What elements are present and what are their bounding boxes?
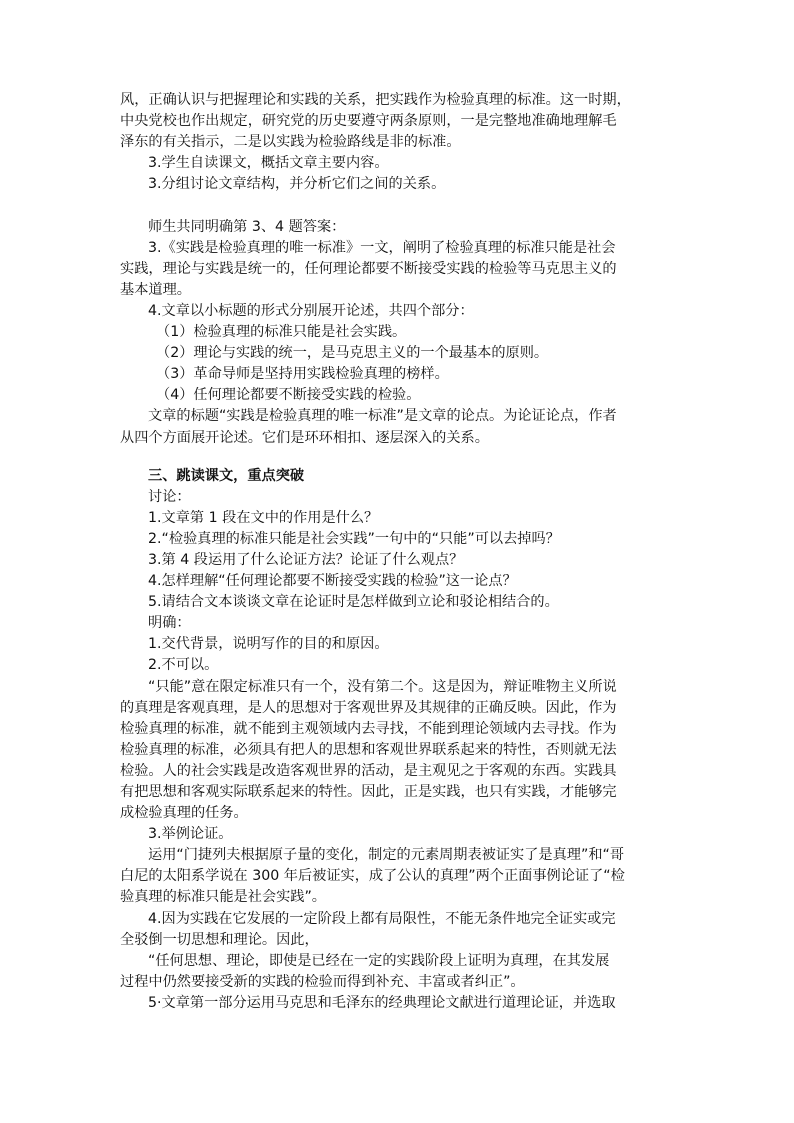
- part-item: （4）任何理论都要不断接受实践的检验。: [156, 387, 421, 404]
- answer-5: 5·文章第一部分运用马克思和毛泽东的经典理论文献进行道理论证，并选取: [148, 994, 616, 1011]
- part-item: （3）革命导师是坚持用实践检验真理的榜样。: [156, 366, 449, 383]
- task-item: 3.学生自读课文，概括文章主要内容。: [148, 155, 389, 172]
- part-item: （2）理论与实践的统一，是马克思主义的一个最基本的原则。: [156, 345, 549, 362]
- blank-line: [120, 449, 675, 466]
- answer-4-line: 全驳倒一切思想和理论。因此，: [120, 931, 319, 948]
- answer-4-intro: 4.文章以小标题的形式分别展开论述，共四个部分：: [148, 302, 474, 319]
- paragraph-line: 泽东的有关指示，二是以实践为检验路线是非的标准。: [120, 134, 461, 151]
- clarify-label: 明确：: [148, 615, 191, 632]
- question-item: 1.文章第 1 段在文中的作用是什么？: [148, 509, 379, 526]
- answer-2-detail-line: 成检验真理的任务。: [120, 805, 248, 822]
- document-page: [120, 90, 675, 1014]
- answer-2-detail-line: 检验。人的社会实践是改造客观世界的活动，是主观见之于客观的东西。实践具: [120, 762, 617, 779]
- answer-3-line: 实践，理论与实践是统一的，任何理论都要不断接受实践的检验等马克思主义的: [120, 260, 617, 277]
- answer-2-detail-line: “只能”意在限定标准只有一个，没有第二个。这是因为，辩证唯物主义所说: [148, 678, 617, 695]
- title-summary-line: 文章的标题“实践是检验真理的唯一标准”是文章的论点。为论证论点，作者: [148, 408, 617, 425]
- answer-2-detail-line: 有把思想和客观实际联系起来的特性。因此，正是实践，也只有实践，才能够完: [120, 784, 617, 800]
- question-item: 3.第 4 段运用了什么论证方法？论证了什么观点？: [148, 551, 464, 568]
- section-heading: 三、跳读课文，重点突破: [148, 467, 305, 484]
- answer-4-line: 4.因为实践在它发展的一定阶段上都有局限性，不能无条件地完全证实或完: [148, 910, 616, 927]
- question-item: 5.请结合文本谈谈文章在论证时是怎样做到立论和驳论相结合的。: [148, 594, 559, 611]
- question-item: 2.“检验真理的标准只能是社会实践”一句中的“只能”可以去掉吗？: [148, 530, 560, 547]
- answer-3-line: 3.《实践是检验真理的唯一标准》一文，阐明了检验真理的标准只能是社会: [148, 239, 616, 256]
- question-item: 4.怎样理解“任何理论都要不断接受实践的检验”这一论点？: [148, 573, 517, 590]
- answer-3: 3.举例论证。: [148, 826, 233, 843]
- answer-2: 2.不可以。: [148, 657, 219, 674]
- answer-3-detail-line: 白尼的太阳系学说在 300 年后被证实，成了公认的真理”两个正面事例论证了“检: [120, 868, 625, 885]
- answer-4-quote-line: 过程中仍然要接受新的实践的检验而得到补充、丰富或者纠正”。: [120, 973, 525, 990]
- answer-2-detail-line: 检验真理的标准，必须具有把人的思想和客观世界联系起来的特性，否则就无法: [120, 741, 617, 758]
- blank-line: [120, 195, 675, 216]
- answers-heading: 师生共同明确第 3、4 题答案：: [148, 218, 346, 235]
- answer-3-detail-line: 运用“门捷列夫根据原子量的变化，制定的元素周期表被证实了是真理”和“哥: [148, 847, 625, 864]
- paragraph-line: 风，正确认识与把握理论和实践的关系，把实践作为检验真理的标准。这一时期，: [120, 92, 631, 108]
- task-item: 3.分组讨论文章结构，并分析它们之间的关系。: [148, 176, 446, 193]
- answer-3-line: 基本道理。: [120, 281, 191, 298]
- answer-4-quote-line: “任何思想、理论，即使是已经在一定的实践阶段上证明为真理，在其发展: [148, 952, 610, 969]
- answer-3-detail-line: 验真理的标准只能是社会实践”。: [120, 889, 326, 906]
- part-item: （1）检验真理的标准只能是社会实践。: [156, 324, 407, 341]
- answer-2-detail-line: 的真理是客观真理，是人的思想对于客观世界及其规律的正确反映。因此，作为: [120, 699, 617, 716]
- discussion-label: 讨论：: [148, 488, 191, 505]
- answer-2-detail-line: 检验真理的标准，就不能到主观领域内去寻找，不能到理论领域内去寻找。作为: [120, 720, 617, 737]
- title-summary-line: 从四个方面展开论述。它们是环环相扣、逐层深入的关系。: [120, 429, 489, 446]
- paragraph-line: 中央党校也作出规定，研究党的历史要遵守两条原则，一是完整地准确地理解毛: [120, 113, 617, 130]
- answer-1: 1.交代背景，说明写作的目的和原因。: [148, 636, 389, 653]
